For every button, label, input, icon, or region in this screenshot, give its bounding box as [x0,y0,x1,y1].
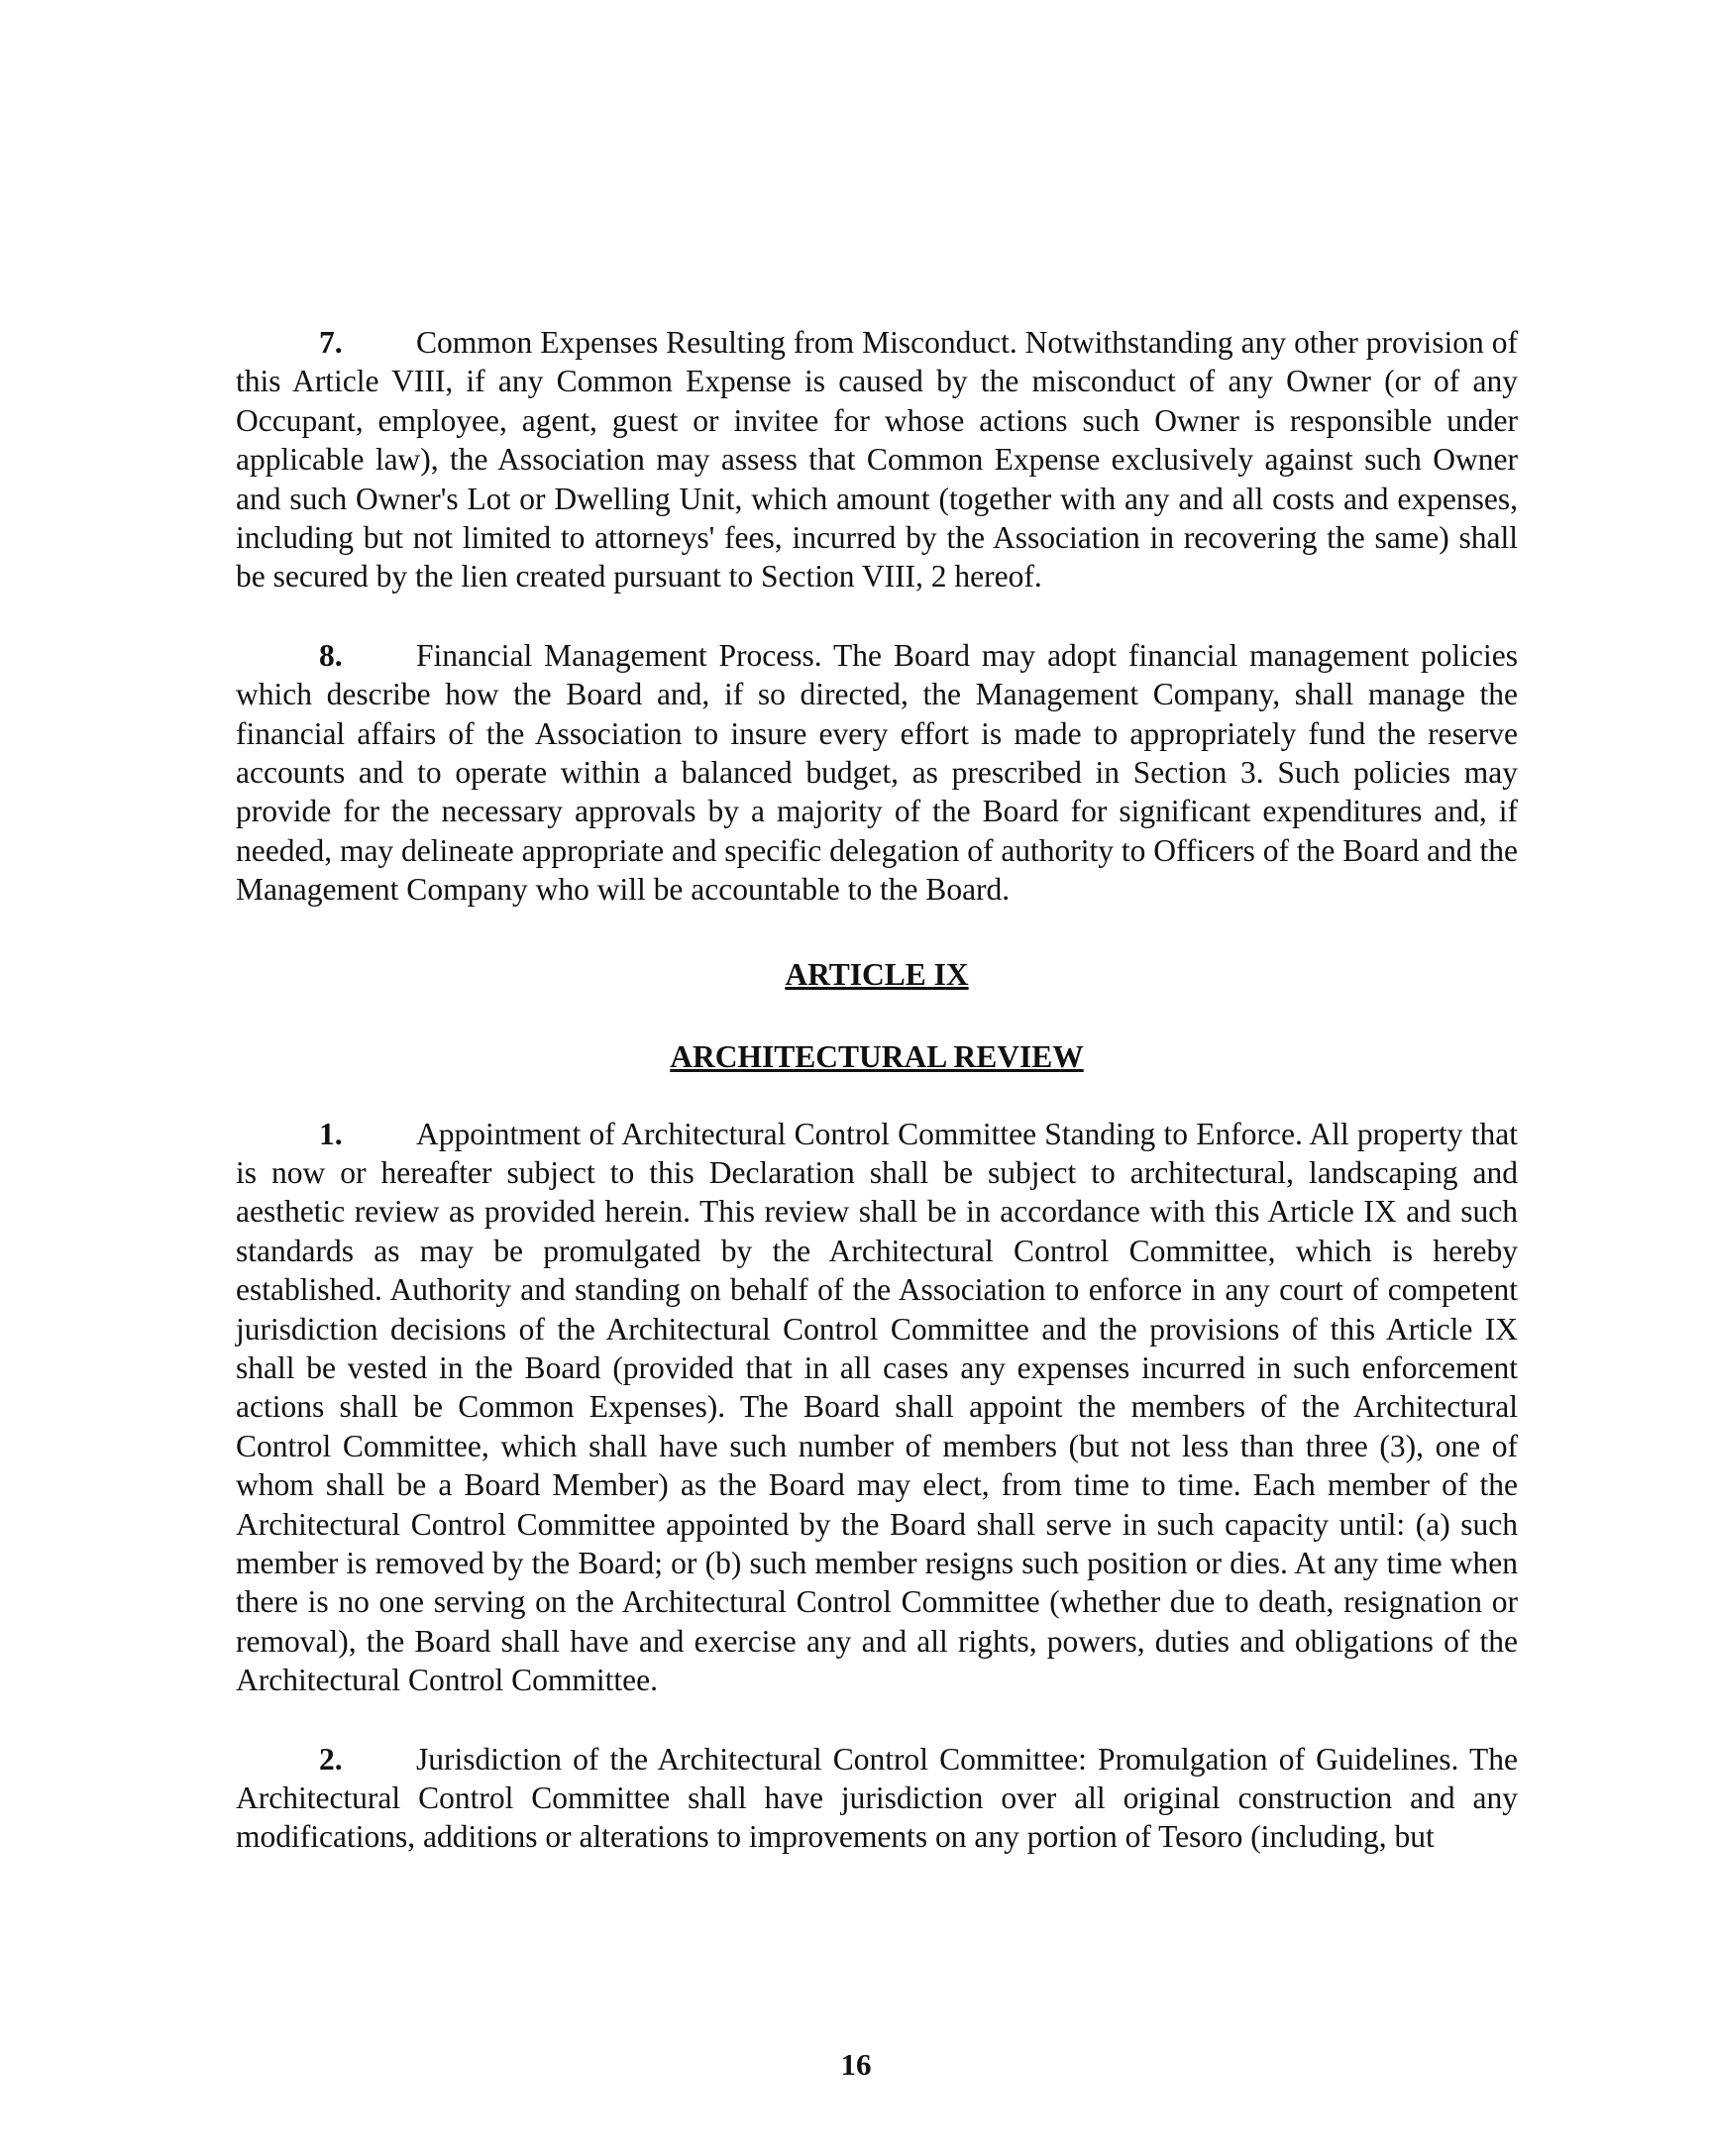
section-number: 8. [319,637,343,673]
section-number: 7. [319,325,343,360]
section-7-paragraph [236,323,1518,596]
section-text: Appointment of Architectural Control Committee Standing to Enforce. All property that is now or hereafter subject to this Declaration shall be subject to architectural, landscaping and aesthetic review as provided herein. This review shall be in accordance with this Article IX and such standards as may be promulgated by the Architectural Control Committee, which is hereby established. Authority and standing on behalf of the Association to enforce in any court of competent jurisdiction decisions of the Architectural Control Committee and the provisions of this Article IX shall be vested in the Board (provided that in all cases any expenses incurred in such enforcement actions shall be Common Expenses). The Board shall appoint the members of the Architectural Control Committee, which shall have such number of members (but not less than three (3), one of whom shall be a Board Member) as the Board may elect, from time to time. Each member of the Architectural Control Committee appointed by the Board shall serve in such capacity until: (a) such member is removed by the Board; or (b) such member resigns such position or dies. At any time when there is no one serving on the Architectural Control Committee (whether due to death, resignation or removal), the Board shall have and exercise any and all rights, powers, duties and obligations of the Architectural Control Committee. [236,1116,1518,1698]
section-text: Common Expenses Resulting from Misconduct. Notwithstanding any other provision of this Article VIII, if any Common Expense is caused by the misconduct of any Owner (or of any Occupant, employee, agent, guest or invitee for whose actions such Owner is responsible under applicable law), the Association may assess that Common Expense exclusively against such Owner and such Owner's Lot or Dwelling Unit, which amount (together with any and all costs and expenses, including but not limited to attorneys' fees, incurred by the Association in recovering the same) shall be secured by the lien created pursuant to Section VIII, 2 hereof. [236,325,1518,594]
page-content [236,323,1518,1857]
article-title: ARTICLE IX [785,956,969,992]
article-section-2-paragraph [236,1740,1518,1857]
section-text: Financial Management Process. The Board may adopt financial management policies which describe how the Board and, if so directed, the Management Company, shall manage the financial affairs of the Association to insure every effort is made to appropriately fund the reserve accounts and to operate within a balanced budget, as prescribed in Section 3. Such policies may provide for the necessary approvals by a majority of the Board for significant expenditures and, if needed, may delineate appropriate and specific delegation of authority to Officers of the Board and the Management Company who will be accountable to the Board. [236,637,1518,908]
page-number: 16 [840,2047,872,2082]
section-number: 1. [319,1116,343,1151]
article-section-1-paragraph [236,1115,1518,1700]
section-number: 2. [319,1741,343,1777]
article-subtitle: ARCHITECTURAL REVIEW [670,1039,1084,1075]
section-8-paragraph [236,636,1518,910]
section-text: Jurisdiction of the Architectural Control Committee: Promulgation of Guidelines. The Architectural Control Committee shall have jurisdiction over all original construction and any modifications, additions or alterations to improvements on any portion of Tesoro (including, but [236,1741,1518,1855]
